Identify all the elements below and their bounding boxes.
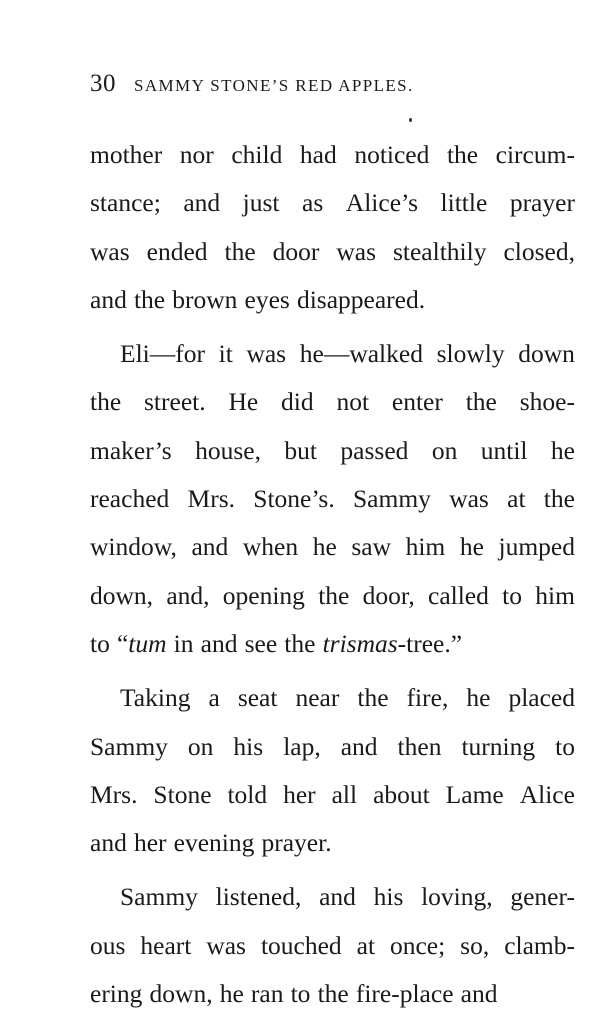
word: at <box>507 484 526 514</box>
word: placed <box>508 683 575 713</box>
word: the <box>318 580 350 610</box>
word: a <box>208 683 220 713</box>
text-line <box>90 427 575 475</box>
word: but <box>284 435 317 465</box>
word: to <box>290 979 311 1009</box>
word: all <box>331 779 358 809</box>
word: it <box>218 339 233 369</box>
word: little <box>440 188 488 218</box>
word: and <box>183 188 221 218</box>
word: door <box>272 236 320 266</box>
text-line <box>90 228 575 276</box>
word: was <box>90 236 130 266</box>
text-line <box>90 771 575 819</box>
word: touched <box>260 930 342 960</box>
word: child <box>231 140 283 169</box>
word: ous <box>90 930 126 960</box>
print-speck <box>409 118 412 122</box>
word: Sammy <box>120 882 198 912</box>
word: he <box>312 532 337 562</box>
word: near <box>295 683 340 713</box>
word: Alice <box>519 779 575 809</box>
running-title: SAMMY STONE’S RED APPLES. <box>134 76 414 95</box>
word: shoe- <box>519 387 575 417</box>
word: clamb- <box>504 930 575 960</box>
word: prayer. <box>261 828 332 858</box>
word: nor <box>179 140 214 169</box>
page-number: 30 <box>90 70 116 97</box>
word: mother <box>90 140 163 169</box>
word: so, <box>460 930 490 960</box>
word: stance; <box>90 188 161 218</box>
word: ended <box>146 236 208 266</box>
word: and <box>90 828 127 858</box>
word: on <box>431 435 458 465</box>
word: the <box>90 387 122 417</box>
text-line <box>90 674 575 722</box>
text-line <box>90 723 575 771</box>
word: Lame <box>445 779 504 809</box>
word: as <box>302 188 324 218</box>
word: passed <box>340 435 409 465</box>
word: jumped <box>498 532 575 562</box>
text-line <box>90 819 575 867</box>
word: fire-place <box>355 979 454 1009</box>
word: eyes <box>244 284 290 314</box>
text-line <box>90 179 575 227</box>
word: see <box>244 628 278 658</box>
text-line <box>90 475 575 523</box>
word: the <box>317 979 349 1009</box>
text-line <box>90 620 575 668</box>
word: saw <box>351 532 392 562</box>
word: house, <box>195 435 261 465</box>
text-line <box>90 970 575 1018</box>
word: the <box>446 140 479 169</box>
word: and <box>319 882 356 912</box>
word: window, <box>90 532 177 562</box>
word: circum- <box>495 140 575 169</box>
word: he <box>466 683 491 713</box>
word: and <box>200 628 238 658</box>
word: noticed <box>354 140 430 169</box>
word: Eli—for <box>120 339 205 369</box>
word: was <box>246 339 287 369</box>
word: maker’s <box>90 435 172 465</box>
word: heart <box>140 930 192 960</box>
text-line <box>90 276 575 324</box>
word: and <box>460 979 498 1009</box>
word: fire, <box>406 683 449 713</box>
paragraph <box>90 674 575 867</box>
word: ran <box>250 979 284 1009</box>
word: Mrs. <box>187 484 235 514</box>
word: the <box>133 284 166 314</box>
word: and <box>90 284 127 314</box>
word: gener- <box>510 882 575 912</box>
paragraph <box>90 330 575 668</box>
word: turning <box>461 731 536 761</box>
text-line <box>90 523 575 571</box>
word: trismas-tree.” <box>322 628 463 658</box>
word: disappeared. <box>296 284 426 314</box>
word: when <box>242 532 299 562</box>
text-line <box>90 131 575 179</box>
word: to <box>502 580 522 610</box>
word: brown <box>172 284 238 314</box>
text-line <box>90 572 575 620</box>
word: Sammy <box>90 731 168 761</box>
word: had <box>299 140 337 169</box>
word: he <box>219 979 244 1009</box>
word: not <box>336 387 370 417</box>
word: he <box>459 532 484 562</box>
word: to <box>555 731 575 761</box>
word: the <box>543 484 575 514</box>
body-text <box>90 131 575 1018</box>
word: him <box>405 532 446 562</box>
word: and, <box>166 580 210 610</box>
word: Stone’s. <box>253 484 335 514</box>
running-head <box>90 70 510 106</box>
word: Sammy <box>353 484 431 514</box>
word: enter <box>391 387 443 417</box>
word: and <box>340 731 378 761</box>
paragraph <box>90 873 575 1018</box>
word: him <box>535 580 575 610</box>
word: on <box>187 731 214 761</box>
word: did <box>281 387 314 417</box>
word: ering <box>90 979 143 1009</box>
word: and <box>191 532 229 562</box>
paragraph <box>90 131 575 324</box>
word: he <box>550 435 575 465</box>
word: He <box>228 387 259 417</box>
word: the <box>224 236 256 266</box>
word: seat <box>237 683 278 713</box>
word: listened, <box>215 882 302 912</box>
word: door, <box>362 580 415 610</box>
word: “tum <box>116 628 167 658</box>
word: lap, <box>283 731 321 761</box>
word: Mrs. <box>90 779 138 809</box>
word: at <box>356 930 376 960</box>
text-line <box>90 873 575 921</box>
word: reached <box>90 484 170 514</box>
word: Taking <box>120 683 191 713</box>
word: slowly <box>436 339 505 369</box>
word: until <box>480 435 528 465</box>
word: was <box>206 930 246 960</box>
word: closed, <box>503 236 575 266</box>
word: evening <box>173 828 255 858</box>
word: his <box>373 882 404 912</box>
word: called <box>428 580 489 610</box>
word: her <box>283 779 316 809</box>
word: stealthily <box>392 236 487 266</box>
word: loving, <box>421 882 493 912</box>
word: in <box>173 628 194 658</box>
word: told <box>227 779 268 809</box>
text-line <box>90 378 575 426</box>
word: opening <box>222 580 305 610</box>
word: the <box>284 628 316 658</box>
word: street. <box>144 387 206 417</box>
word: Alice’s <box>345 188 419 218</box>
word: his <box>233 731 264 761</box>
word: her <box>133 828 167 858</box>
word: was <box>449 484 489 514</box>
word: was <box>336 236 377 266</box>
word: to <box>90 628 110 658</box>
word: then <box>397 731 442 761</box>
word: about <box>373 779 430 809</box>
word: down, <box>90 580 154 610</box>
text-line <box>90 330 575 378</box>
text-line <box>90 922 575 970</box>
word: once; <box>389 930 446 960</box>
word: prayer <box>509 188 575 218</box>
word: just <box>242 188 280 218</box>
word: down <box>518 339 575 369</box>
word: the <box>357 683 389 713</box>
word: he—walked <box>299 339 423 369</box>
word: down, <box>149 979 213 1009</box>
word: Stone <box>153 779 212 809</box>
word: the <box>465 387 497 417</box>
